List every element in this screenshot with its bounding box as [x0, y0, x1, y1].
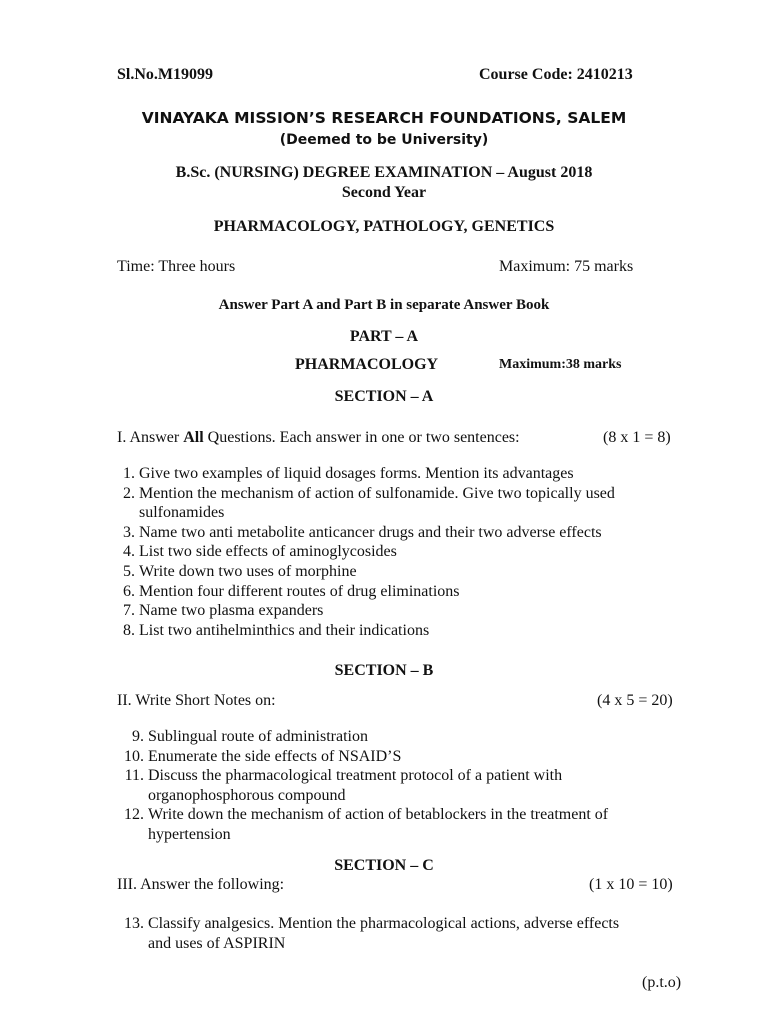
question-number: 11.: [124, 767, 144, 785]
institution-name: VINAYAKA MISSION’S RESEARCH FOUNDATIONS, SALEM: [141, 109, 627, 127]
serial-number: Sl.No.M19099: [117, 66, 213, 83]
section-a-marks: (8 x 1 = 8): [603, 429, 671, 446]
question-number: 8.: [123, 621, 135, 639]
section-b-title: SECTION – B: [334, 662, 434, 679]
question-text: Mention four different routes of drug eliminations: [139, 582, 460, 600]
exam-title: B.Sc. (NURSING) DEGREE EXAMINATION – August 2018: [175, 164, 593, 181]
question-text: and uses of ASPIRIN: [148, 934, 286, 952]
section-c-instruction: III. Answer the following:: [117, 876, 285, 893]
section-a-instruction: I. Answer All Questions. Each answer in one or two sentences:: [117, 429, 520, 446]
question-text: List two antihelminthics and their indications: [139, 621, 430, 639]
question-text: Mention the mechanism of action of sulfonamide. Give two topically used: [139, 484, 615, 502]
section-b-instruction: II. Write Short Notes on:: [117, 692, 276, 709]
exam-instruction: Answer Part A and Part B in separate Answer Book: [218, 297, 550, 313]
question-number: 12.: [124, 806, 144, 824]
section-b-marks: (4 x 5 = 20): [597, 692, 673, 709]
part-a-subject: PHARMACOLOGY: [295, 356, 439, 373]
question-number: 3.: [123, 523, 135, 541]
question-text: organophosphorous compound: [148, 786, 346, 804]
question-number: 7.: [123, 602, 135, 620]
exam-year: Second Year: [341, 184, 427, 201]
question-number: 6.: [123, 582, 135, 600]
question-text: Name two anti metabolite anticancer drugs and their two adverse effects: [139, 523, 602, 541]
question-text: Give two examples of liquid dosages forms. Mention its advantages: [139, 465, 574, 482]
exam-subjects: PHARMACOLOGY, PATHOLOGY, GENETICS: [213, 218, 555, 235]
question-text: Enumerate the side effects of NSAID’S: [148, 747, 402, 765]
question-number: 13.: [124, 915, 144, 932]
section-c-marks: (1 x 10 = 10): [589, 876, 673, 893]
section-c-title: SECTION – C: [334, 857, 434, 874]
question-text: Write down the mechanism of action of betablockers in the treatment of: [148, 806, 609, 824]
part-a-max-marks: Maximum:38 marks: [499, 357, 622, 372]
question-text: Classify analgesics. Mention the pharmacological actions, adverse effects: [148, 915, 620, 932]
question-number: 1.: [123, 465, 135, 482]
question-number: 4.: [123, 543, 135, 561]
exam-time: Time: Three hours: [117, 258, 236, 275]
question-text: Write down two uses of morphine: [139, 563, 357, 580]
section-a-title: SECTION – A: [334, 388, 434, 405]
question-number: 2.: [123, 484, 135, 502]
question-number: 10.: [124, 747, 144, 765]
exam-max-marks: Maximum: 75 marks: [499, 258, 634, 275]
question-number: 9.: [132, 728, 144, 745]
course-code: Course Code: 2410213: [479, 66, 633, 83]
question-text: Discuss the pharmacological treatment protocol of a patient with: [148, 767, 563, 785]
question-text: List two side effects of aminoglycosides: [139, 543, 397, 561]
page-turn-note: (p.t.o): [642, 974, 682, 991]
question-text: hypertension: [148, 826, 231, 843]
part-a-title: PART – A: [349, 328, 419, 345]
question-number: 5.: [123, 563, 135, 580]
institution-subtitle: (Deemed to be University): [279, 132, 489, 148]
question-text: sulfonamides: [139, 504, 225, 522]
question-text: Sublingual route of administration: [148, 728, 368, 745]
question-text: Name two plasma expanders: [139, 602, 324, 620]
